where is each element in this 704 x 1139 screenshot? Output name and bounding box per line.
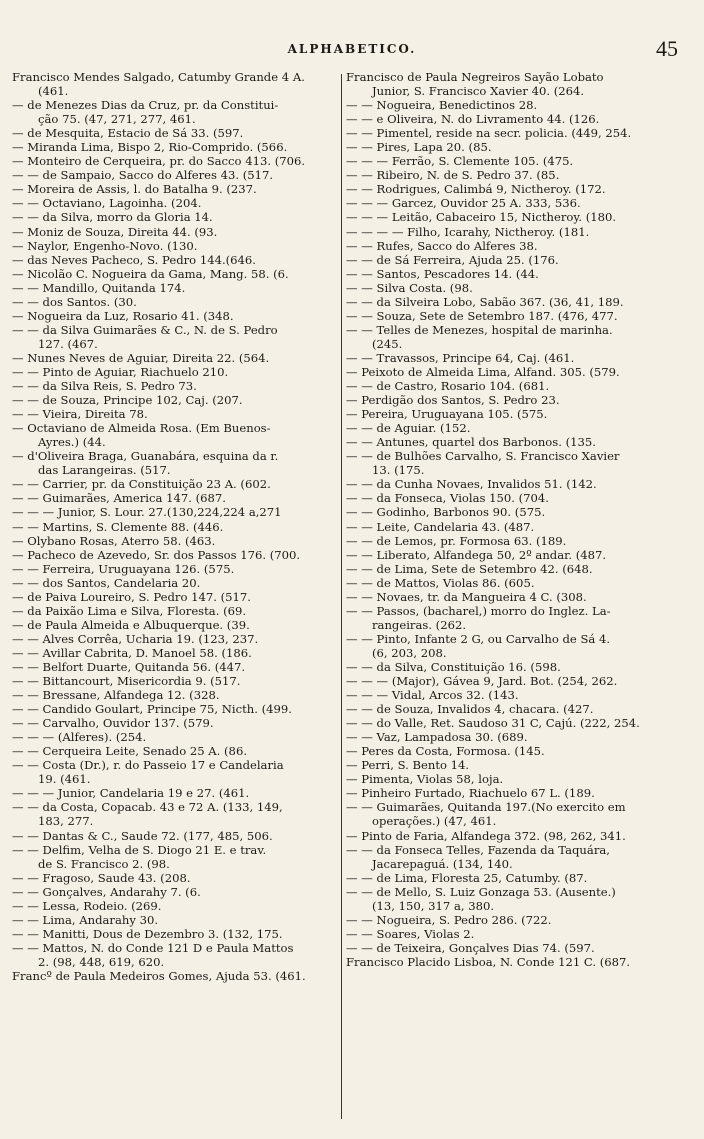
directory-entry [346, 323, 690, 351]
directory-entry [346, 576, 690, 590]
left-column [12, 70, 342, 983]
entry-line: — — da Fonseca, Violas 150. (704. [346, 491, 549, 506]
entry-line: — — Mattos, N. do Conde 121 D e Paula Mattos [12, 940, 294, 955]
entry-line: — — de Sampaio, Sacco do Alferes 43. (517. [12, 168, 274, 183]
entry-line: — — Alves Corrêa, Ucharia 19. (123, 237. [12, 631, 259, 646]
entry-continuation: das Larangeiras. (517. [38, 463, 171, 478]
entry-line: — Octaviano de Almeida Rosa. (Em Buenos- [12, 421, 271, 436]
directory-entry [12, 182, 342, 196]
entry-continuation: (13, 150, 317 a, 380. [372, 898, 495, 913]
right-column [346, 70, 690, 969]
entry-line: — — Lessa, Rodeio. (269. [12, 898, 162, 913]
entry-line: — — Liberato, Alfandega 50, 2º andar. (487. [346, 547, 607, 562]
directory-entry [346, 758, 690, 772]
entry-line: — Pacheco de Azevedo, Sr. dos Passos 176. (700. [12, 547, 301, 562]
directory-entry [346, 871, 690, 885]
directory-entry [346, 829, 690, 843]
directory-entry [12, 126, 342, 140]
entry-line: — Pinto de Faria, Alfandega 372. (98, 262, 341. [346, 828, 626, 843]
entry-line: — — de Lima, Floresta 25, Catumby. (87. [346, 870, 588, 885]
entry-line: — — Ferreira, Uruguayana 126. (575. [12, 561, 235, 576]
entry-line: — — Dantas & C., Saude 72. (177, 485, 506. [12, 828, 273, 843]
entry-line: — — Telles de Menezes, hospital de marinha. [346, 322, 613, 337]
directory-entry [346, 730, 690, 744]
entry-line: — — Carvalho, Ouvidor 137. (579. [12, 716, 214, 731]
entry-continuation: de S. Francisco 2. (98. [38, 856, 170, 871]
directory-entry [12, 660, 342, 674]
directory-entry [12, 365, 342, 379]
entry-line: — — de Bulhões Carvalho, S. Francisco Xavier [346, 449, 620, 464]
entry-line: — Peres da Costa, Formosa. (145. [346, 744, 545, 759]
entry-line: — — da Silveira Lobo, Sabão 367. (36, 41, 189. [346, 294, 624, 309]
entry-line: — — Pimentel, reside na secr. policia. (449, 254. [346, 126, 632, 141]
entry-line: — — Rodrigues, Calimbá 9, Nictheroy. (172. [346, 182, 606, 197]
entry-line: — — Octaviano, Lagoinha. (204. [12, 196, 202, 211]
directory-entry [12, 899, 342, 913]
directory-entry [12, 379, 342, 393]
directory-entry [346, 786, 690, 800]
entry-line: — — da Silva Reis, S. Pedro 73. [12, 379, 197, 394]
entry-line: — — Novaes, tr. da Mangueira 4 C. (308. [346, 589, 587, 604]
directory-entry [346, 674, 690, 688]
entry-line: — — de Mattos, Violas 86. (605. [346, 575, 535, 590]
entry-line: — — Leite, Candelaria 43. (487. [346, 519, 535, 534]
directory-entry [12, 548, 342, 562]
entry-line: — Pereira, Uruguayana 105. (575. [346, 407, 548, 422]
directory-entry [12, 154, 342, 168]
directory-entry [12, 744, 342, 758]
column-divider [341, 74, 342, 1119]
entry-continuation: operações.) (47, 461. [372, 814, 497, 829]
entry-line: — de Mesquita, Estacio de Sá 33. (597. [12, 126, 244, 141]
running-title: ALPHABETICO. [287, 42, 417, 56]
entry-line: — de Paiva Loureiro, S. Pedro 147. (517. [12, 589, 251, 604]
entry-line: — — — Ferrão, S. Clemente 105. (475. [346, 154, 574, 169]
directory-entry [12, 140, 342, 154]
directory-entry [346, 505, 690, 519]
entry-line: — d'Oliveira Braga, Guanabára, esquina da r. [12, 449, 279, 464]
entry-line: — — Bressane, Alfandega 12. (328. [12, 688, 220, 703]
entry-continuation: 19. (461. [38, 772, 91, 787]
entry-line: — — Guimarães, America 147. (687. [12, 491, 226, 506]
directory-entry [346, 449, 690, 477]
entry-line: — — de Lemos, pr. Formosa 63. (189. [346, 533, 567, 548]
entry-line: — — de Souza, Invalidos 4, chacara. (427. [346, 702, 594, 717]
directory-entry [346, 562, 690, 576]
directory-entry [12, 210, 342, 224]
directory-entry [12, 70, 342, 98]
directory-entry [346, 744, 690, 758]
entry-line: — — Martins, S. Clemente 88. (446. [12, 519, 224, 534]
entry-line: — — Fragoso, Saude 43. (208. [12, 870, 191, 885]
directory-entry [346, 772, 690, 786]
entry-line: — — de Souza, Principe 102, Caj. (207. [12, 393, 243, 408]
entry-continuation: rangeiras. (262. [372, 617, 467, 632]
entry-line: — — do Valle, Ret. Saudoso 31 C, Cajú. (222, 254. [346, 716, 640, 731]
entry-line: — — de Teixeira, Gonçalves Dias 74. (597. [346, 940, 595, 955]
directory-entry [12, 688, 342, 702]
directory-entry [12, 562, 342, 576]
directory-entry [12, 281, 342, 295]
entry-line: — — Delfim, Velha de S. Diogo 21 E. e trav. [12, 842, 267, 857]
entry-line: — Perdigão dos Santos, S. Pedro 23. [346, 393, 560, 408]
entry-line: — — Travassos, Principe 64, Caj. (461. [346, 350, 575, 365]
directory-entry [12, 491, 342, 505]
directory-entry [346, 548, 690, 562]
entry-line: — das Neves Pacheco, S. Pedro 144.(646. [12, 252, 256, 267]
entry-line: — — Mandillo, Quitanda 174. [12, 280, 186, 295]
directory-entry [346, 688, 690, 702]
directory-entry [346, 112, 690, 126]
entry-line: — Nicolão C. Nogueira da Gama, Mang. 58. (6. [12, 266, 289, 281]
entry-line: — — Candido Goulart, Principe 75, Nicth. (499. [12, 702, 292, 717]
directory-entry [346, 140, 690, 154]
entry-continuation: Junior, S. Francisco Xavier 40. (264. [372, 84, 585, 99]
entry-line: — — Costa (Dr.), r. do Passeio 17 e Candelaria [12, 758, 284, 773]
entry-line: — — Nogueira, Benedictinos 28. [346, 98, 538, 113]
entry-line: — — — Garcez, Ouvidor 25 A. 333, 536. [346, 196, 581, 211]
directory-entry [346, 491, 690, 505]
entry-line: — — Souza, Sete de Setembro 187. (476, 477. [346, 308, 618, 323]
directory-entry [12, 393, 342, 407]
directory-entry [12, 618, 342, 632]
directory-entry [346, 702, 690, 716]
directory-entry [12, 702, 342, 716]
directory-entry [12, 829, 342, 843]
directory-entry [346, 98, 690, 112]
entry-line: — — e Oliveira, N. do Livramento 44. (126. [346, 112, 600, 127]
directory-entry [346, 913, 690, 927]
entry-line: — — — — Filho, Icarahy, Nictheroy. (181. [346, 224, 590, 239]
directory-entry [346, 885, 690, 913]
directory-entry [12, 309, 342, 323]
directory-entry [12, 730, 342, 744]
entry-line: — — Ribeiro, N. de S. Pedro 37. (85. [346, 168, 560, 183]
directory-entry [12, 674, 342, 688]
directory-entry [12, 168, 342, 182]
directory-entry [346, 182, 690, 196]
directory-entry [346, 239, 690, 253]
entry-continuation: (245. [372, 336, 403, 351]
directory-entry [12, 871, 342, 885]
entry-line: — — — (Alferes). (254. [12, 730, 147, 745]
directory-entry [346, 309, 690, 323]
entry-line: — — Carrier, pr. da Constituição 23 A. (602. [12, 477, 271, 492]
directory-entry [346, 253, 690, 267]
entry-line: Francº de Paula Medeiros Gomes, Ajuda 53. (461. [12, 969, 306, 983]
entry-line: — Naylor, Engenho-Novo. (130. [12, 238, 198, 253]
directory-entry [12, 196, 342, 210]
entry-line: — — — (Major), Gávea 9, Jard. Bot. (254, 262. [346, 674, 618, 689]
directory-entry [12, 351, 342, 365]
entry-continuation: 13. (175. [372, 463, 425, 478]
directory-entry [12, 786, 342, 800]
entry-line: — — da Silva, Constituição 16. (598. [346, 659, 561, 674]
directory-entry [346, 393, 690, 407]
directory-entry [346, 800, 690, 828]
directory-entry [12, 604, 342, 618]
directory-entry [346, 70, 690, 98]
directory-entry [346, 295, 690, 309]
directory-entry [346, 843, 690, 871]
page-header [0, 36, 704, 64]
directory-entry [12, 505, 342, 519]
directory-entry [12, 421, 342, 449]
directory-entry [12, 253, 342, 267]
directory-entry [12, 913, 342, 927]
entry-line: — — de Lima, Sete de Setembro 42. (648. [346, 561, 593, 576]
entry-line: — — Soares, Violas 2. [346, 926, 475, 941]
directory-entry [12, 800, 342, 828]
directory-entry [12, 520, 342, 534]
entry-line: — Nogueira da Luz, Rosario 41. (348. [12, 308, 234, 323]
directory-entry [346, 267, 690, 281]
entry-line: Francisco Placido Lisboa, N. Conde 121 C. (687. [346, 954, 631, 969]
page-number: 45 [656, 36, 678, 61]
entry-line: — — Pinto, Infante 2 G, ou Carvalho de Sá 4. [346, 631, 611, 646]
directory-entry [12, 927, 342, 941]
entry-line: — — Passos, (bacharel,) morro do Inglez. La- [346, 603, 611, 618]
directory-entry [346, 379, 690, 393]
directory-entry [346, 590, 690, 604]
entry-line: — — Pires, Lapa 20. (85. [346, 140, 492, 155]
directory-entry [12, 449, 342, 477]
entry-line: — — Nogueira, S. Pedro 286. (722. [346, 912, 552, 927]
entry-line: — — Vaz, Lampadosa 30. (689. [346, 730, 528, 745]
directory-entry [346, 477, 690, 491]
entry-line: — — da Cunha Novaes, Invalidos 51. (142. [346, 477, 597, 492]
entry-line: — de Paula Almeida e Albuquerque. (39. [12, 617, 250, 632]
entry-line: — — — Junior, Candelaria 19 e 27. (461. [12, 786, 250, 801]
directory-entry [12, 843, 342, 871]
entry-line: — — — Leitão, Cabaceiro 15, Nictheroy. (180. [346, 210, 617, 225]
entry-line: — — de Aguiar. (152. [346, 421, 471, 436]
entry-line: Francisco de Paula Negreiros Sayão Lobato [346, 70, 604, 84]
entry-line: — — Santos, Pescadores 14. (44. [346, 266, 539, 281]
entry-line: — — Silva Costa. (98. [346, 280, 473, 295]
entry-line: — — — Vidal, Arcos 32. (143. [346, 688, 519, 703]
directory-entry [12, 646, 342, 660]
entry-line: — — dos Santos. (30. [12, 294, 137, 309]
directory-entry [346, 955, 690, 969]
entry-line: — Pinheiro Furtado, Riachuelo 67 L. (189. [346, 786, 595, 801]
directory-entry [346, 716, 690, 730]
directory-entry [12, 758, 342, 786]
directory-entry [12, 590, 342, 604]
directory-entry [12, 267, 342, 281]
entry-line: — da Paixão Lima e Silva, Floresta. (69. [12, 603, 247, 618]
directory-entry [12, 969, 342, 983]
entry-line: — — da Silva Guimarães & C., N. de S. Pedro [12, 322, 278, 337]
directory-entry [12, 477, 342, 491]
entry-line: — Nunes Neves de Aguiar, Direita 22. (564. [12, 350, 270, 365]
entry-continuation: Ayres.) (44. [38, 435, 106, 450]
entry-line: — — Gonçalves, Andarahy 7. (6. [12, 884, 201, 899]
directory-entry [12, 885, 342, 899]
directory-entry [346, 281, 690, 295]
entry-continuation: (6, 203, 208. [372, 645, 447, 660]
entry-line: — — Bittancourt, Misericordia 9. (517. [12, 674, 241, 689]
directory-entry [12, 225, 342, 239]
entry-line: — — da Costa, Copacab. 43 e 72 A. (133, 149, [12, 800, 283, 815]
directory-entry [12, 323, 342, 351]
entry-line: — — Antunes, quartel dos Barbonos. (135. [346, 435, 596, 450]
entry-continuation: ção 75. (47, 271, 277, 461. [38, 112, 196, 127]
entry-continuation: 2. (98, 448, 619, 620. [38, 954, 165, 969]
directory-entry [12, 632, 342, 646]
entry-line: — Pimenta, Violas 58, loja. [346, 772, 504, 787]
directory-entry [346, 210, 690, 224]
entry-continuation: 127. (467. [38, 336, 98, 351]
entry-line: Francisco Mendes Salgado, Catumby Grande 4 A. [12, 70, 305, 84]
entry-continuation: 183, 277. [38, 814, 94, 829]
directory-entry [346, 927, 690, 941]
directory-entry [346, 365, 690, 379]
directory-entry [12, 716, 342, 730]
entry-line: — — Pinto de Aguiar, Riachuelo 210. [12, 364, 229, 379]
entry-line: — — da Silva, morro da Gloria 14. [12, 210, 213, 225]
entry-line: — — de Castro, Rosario 104. (681. [346, 379, 550, 394]
entry-continuation: Jacarepaguá. (134, 140. [372, 856, 513, 871]
entry-line: — Peixoto de Almeida Lima, Alfand. 305. (579. [346, 364, 620, 379]
directory-entry [12, 941, 342, 969]
entry-line: — Olybano Rosas, Aterro 58. (463. [12, 533, 216, 548]
directory-entry [346, 168, 690, 182]
entry-line: — Perri, S. Bento 14. [346, 758, 470, 773]
directory-entry [12, 576, 342, 590]
directory-entry [346, 126, 690, 140]
entry-line: — — Lima, Andarahy 30. [12, 912, 159, 927]
entry-line: — — Cerqueira Leite, Senado 25 A. (86. [12, 744, 247, 759]
entry-line: — — da Fonseca Telles, Fazenda da Taquára, [346, 842, 610, 857]
entry-line: — — Vieira, Direita 78. [12, 407, 148, 422]
entry-line: — Moreira de Assis, l. do Batalha 9. (237. [12, 182, 257, 197]
directory-entry [346, 435, 690, 449]
directory-entry [12, 295, 342, 309]
entry-line: — — Avillar Cabrita, D. Manoel 58. (186. [12, 645, 252, 660]
entry-line: — Moniz de Souza, Direita 44. (93. [12, 224, 218, 239]
directory-entry [12, 239, 342, 253]
directory-entry [346, 660, 690, 674]
directory-entry [12, 98, 342, 126]
entry-line: — Miranda Lima, Bispo 2, Rio-Comprido. (566. [12, 140, 288, 155]
entry-line: — — Manitti, Dous de Dezembro 3. (132, 175. [12, 926, 283, 941]
directory-entry [346, 520, 690, 534]
entry-line: — — Godinho, Barbonos 90. (575. [346, 505, 546, 520]
entry-line: — — Rufes, Sacco do Alferes 38. [346, 238, 538, 253]
directory-entry [346, 225, 690, 239]
entry-line: — — de Mello, S. Luiz Gonzaga 53. (Ausente.) [346, 884, 616, 899]
directory-entry [346, 196, 690, 210]
directory-entry [346, 407, 690, 421]
directory-entry [346, 632, 690, 660]
directory-entry [346, 154, 690, 168]
entry-line: — — de Sá Ferreira, Ajuda 25. (176. [346, 252, 559, 267]
entry-line: — — — Junior, S. Lour. 27.(130,224,224 a,271 [12, 505, 282, 520]
directory-entry [346, 604, 690, 632]
entry-line: — — Guimarães, Quitanda 197.(No exercito em [346, 800, 626, 815]
entry-continuation: (461. [38, 84, 69, 99]
directory-entry [346, 421, 690, 435]
entry-line: — — dos Santos, Candelaria 20. [12, 575, 201, 590]
directory-entry [12, 407, 342, 421]
entry-line: — de Menezes Dias da Cruz, pr. da Constitui- [12, 98, 279, 113]
entry-line: — — Belfort Duarte, Quitanda 56. (447. [12, 659, 246, 674]
directory-entry [346, 941, 690, 955]
entry-line: — Monteiro de Cerqueira, pr. do Sacco 413. (706. [12, 154, 306, 169]
directory-entry [346, 351, 690, 365]
directory-entry [12, 534, 342, 548]
directory-entry [346, 534, 690, 548]
